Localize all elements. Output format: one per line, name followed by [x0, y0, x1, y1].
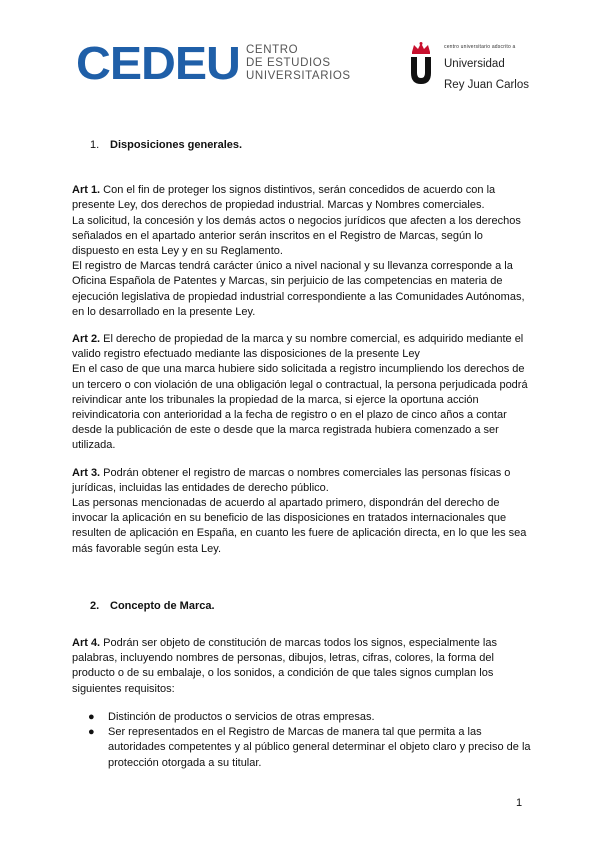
article-paragraph: El registro de Marcas tendrá carácter único a nivel nacional y su llevanza corresponde a la Oficina Española de Patentes y Marcas, sin perjuicio de las competencias en materia de ejecución legislativa de propiedad industrial correspondiente a las Comunidades Autónomas, en lo desarrollado en la presente Ley.: [72, 260, 525, 318]
article-text: El derecho de propiedad de la marca y su nombre comercial, es adquirido mediante el valido registro efectuado mediante las disposiciones de la presente Ley: [72, 333, 524, 361]
article-paragraph: Las personas mencionadas de acuerdo al apartado primero, dispondrán del derecho de invocar la aplicación en su beneficio de las disposiciones en tratados internacionales que resulten de aplicación en España, en cuanto les fuere de aplicación directa, en lo que les sea más favorable según esta Ley.: [72, 497, 527, 555]
cedeu-subtitle: [246, 44, 351, 83]
article-paragraph: [72, 332, 532, 362]
list-item: [72, 725, 532, 771]
article-paragraph: [72, 183, 532, 213]
section-heading: [72, 138, 532, 153]
article-paragraph: En el caso de que una marca hubiere sido solicitada a registro incumpliendo los derechos de un tercero o con violación de una obligación legal o contractual, la persona perjudicada podrá reivindicar ante los tribunales la propiedad de la marca, si ejerce la oportuna acción reivindicatoria con anterioridad a la fecha de registro o en el plazo de cinco años a contar desde la publicación de este o desde que la marca registrada hubiera comenzado a ser utilizada.: [72, 363, 528, 452]
section-number: 2.: [90, 599, 100, 612]
list-item: [72, 710, 532, 725]
cedeu-sub-line: CENTRO: [246, 43, 299, 56]
page-header: [76, 37, 536, 91]
bullet-icon: ●: [88, 710, 95, 723]
article-label: Art 2.: [72, 333, 101, 346]
section-number: 1.: [90, 139, 100, 151]
article-paragraph: La solicitud, la concesión y los demás actos o negocios jurídicos que afecten a los derechos señalados en el apartado anterior serán inscritos en el Registro de Marcas, según lo dispuesto en esta Ley y en su Reglamento.: [72, 214, 521, 258]
list-item-text: Distinción de productos o servicios de otras empresas.: [108, 710, 375, 723]
article-label: Art 4.: [72, 637, 101, 650]
cedeu-wordmark: CEDEU: [76, 37, 240, 89]
urjc-name-line: Rey Juan Carlos: [444, 79, 530, 91]
urjc-text: [444, 42, 529, 92]
urjc-logo: [406, 42, 529, 92]
bullet-icon: ●: [88, 726, 95, 739]
article-paragraph: [72, 636, 532, 697]
section-heading: [72, 599, 532, 614]
article-label: Art 1.: [72, 184, 101, 197]
urjc-caption: centro universitario adscrito a: [444, 44, 516, 50]
article-paragraph: [72, 466, 532, 496]
cedeu-sub-line: DE ESTUDIOS: [246, 56, 331, 69]
section-title: Concepto de Marca.: [110, 599, 215, 612]
document-body: [72, 138, 532, 771]
article-text: Con el fin de proteger los signos distintivos, serán concedidos de acuerdo con la presente Ley, dos derechos de propiedad industrial. Marcas y Nombres comerciales.: [72, 184, 496, 212]
article-text: Podrán obtener el registro de marcas o nombres comerciales las personas físicas o jurídicas, incluidas las entidades de derecho público.: [72, 466, 511, 494]
cedeu-sub-line: UNIVERSITARIOS: [246, 69, 351, 82]
page-number: 1: [516, 797, 523, 809]
article-text: Podrán ser objeto de constitución de marcas todos los signos, especialmente las palabras, incluyendo nombres de personas, dibujos, letras, cifras, colores, la forma del producto o de su embalaje, o los sonidos, a condición de que tales signos cumplan los siguientes requisitos:: [72, 637, 497, 695]
section-title: Disposiciones generales.: [110, 139, 243, 151]
list-item-text: Ser representados en el Registro de Marcas de manera tal que permita a las autoridades competentes y al público general determinar el objeto claro y preciso de la protección otorgada a su titular.: [108, 726, 531, 769]
urjc-name-line: Universidad: [444, 58, 505, 70]
article-label: Art 3.: [72, 466, 101, 479]
requirements-list: [72, 710, 532, 771]
urjc-emblem-icon: [406, 42, 436, 86]
cedeu-logo: [76, 37, 351, 89]
